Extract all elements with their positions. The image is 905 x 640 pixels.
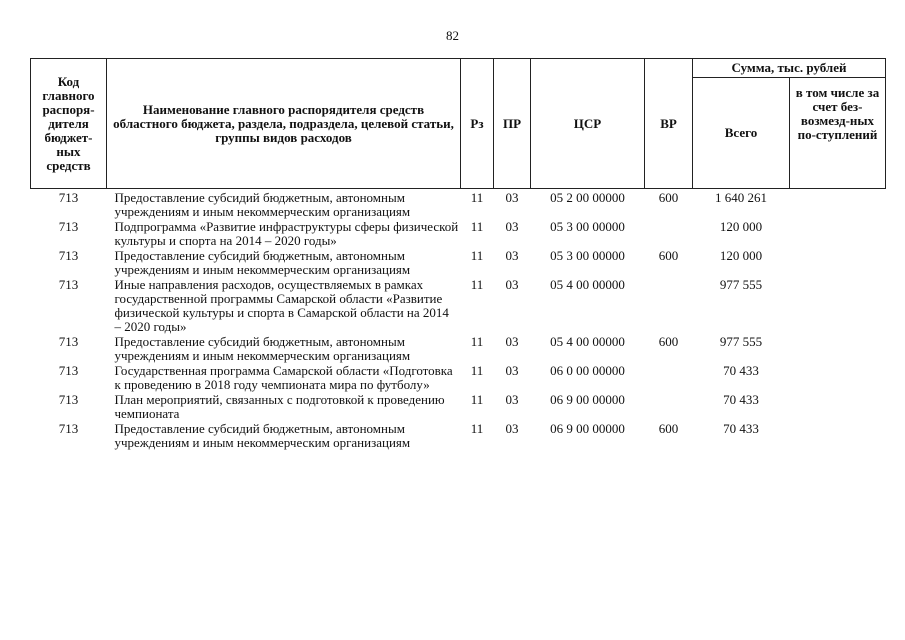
cell-total: 70 433: [723, 363, 759, 378]
cell-csr: 05 3 00 00000: [550, 248, 625, 263]
cell-name: Подпрограмма «Развитие инфраструктуры сферы физической культуры и спорта на 2014 – 2020 годы»: [114, 219, 459, 248]
cell-pr: 03: [505, 334, 519, 349]
cell-code: 713: [58, 421, 79, 436]
cell-csr: 06 9 00 00000: [550, 421, 625, 436]
cell-total: 1 640 261: [715, 190, 767, 205]
cell-rz: 11: [470, 219, 484, 234]
cell-vr: 600: [658, 190, 679, 205]
cell-rz: 11: [470, 248, 484, 263]
page-number: 82: [446, 28, 459, 43]
cell-csr: 05 2 00 00000: [550, 190, 625, 205]
cell-pr: 03: [505, 277, 519, 292]
table-header: [31, 59, 886, 189]
cell-name: Предоставление субсидий бюджетным, автономным учреждениям и иным некоммерческим организациям: [114, 190, 411, 219]
cell-pr: 03: [505, 363, 519, 378]
cell-rz: 11: [470, 190, 484, 205]
cell-free: [790, 393, 886, 422]
cell-name: Государственная программа Самарской области «Подготовка к проведению в 2018 году чемпионата мира по футболу»: [114, 363, 453, 392]
table-row: [31, 278, 886, 335]
budget-table: [30, 58, 886, 451]
cell-name: Предоставление субсидий бюджетным, автономным учреждениям и иным некоммерческим организациям: [114, 248, 411, 277]
cell-name: Предоставление субсидий бюджетным, автономным учреждениям и иным некоммерческим организациям: [114, 334, 411, 363]
cell-pr: 03: [505, 392, 519, 407]
cell-rz: 11: [470, 363, 484, 378]
cell-csr: 05 3 00 00000: [550, 219, 625, 234]
cell-total: 120 000: [719, 219, 763, 234]
cell-pr: 03: [505, 421, 519, 436]
header-total: Всего: [693, 78, 790, 189]
cell-rz: 11: [470, 277, 484, 292]
cell-total: 977 555: [719, 277, 763, 292]
cell-name: План мероприятий, связанных с подготовкой к проведению чемпионата: [114, 392, 445, 421]
cell-code: 713: [58, 363, 79, 378]
cell-pr: 03: [505, 248, 519, 263]
cell-vr: [645, 393, 693, 422]
cell-vr: [645, 220, 693, 249]
table-row: [31, 393, 886, 422]
cell-total: 70 433: [723, 392, 759, 407]
cell-free: [790, 335, 886, 364]
cell-vr: 600: [658, 248, 679, 263]
cell-free: [790, 189, 886, 221]
cell-total: 120 000: [719, 248, 763, 263]
table-row: [31, 220, 886, 249]
cell-rz: 11: [470, 334, 484, 349]
cell-pr: 03: [505, 219, 519, 234]
cell-free: [790, 220, 886, 249]
cell-free: [790, 364, 886, 393]
cell-rz: 11: [470, 421, 484, 436]
table-row: [31, 249, 886, 278]
cell-pr: 03: [505, 190, 519, 205]
cell-total: 70 433: [723, 421, 759, 436]
header-free: в том числе за счет без-возмезд-ных по-ступлений: [790, 78, 886, 189]
table-row: [31, 335, 886, 364]
cell-vr: 600: [658, 421, 679, 436]
header-csr: ЦСР: [531, 59, 645, 189]
cell-csr: 06 0 00 00000: [550, 363, 625, 378]
table-row: [31, 364, 886, 393]
cell-code: 713: [58, 392, 79, 407]
cell-csr: 06 9 00 00000: [550, 392, 625, 407]
cell-code: 713: [58, 248, 79, 263]
cell-free: [790, 249, 886, 278]
header-name: Наименование главного распорядителя средств областного бюджета, раздела, подраздела, целевой статьи, группы видов расходов: [107, 59, 461, 189]
cell-code: 713: [58, 334, 79, 349]
cell-csr: 05 4 00 00000: [550, 334, 625, 349]
cell-code: 713: [58, 277, 79, 292]
header-pr: ПР: [494, 59, 531, 189]
table-row: [31, 422, 886, 451]
table-body: [31, 189, 886, 452]
cell-code: 713: [58, 219, 79, 234]
cell-rz: 11: [470, 392, 484, 407]
table-row: [31, 189, 886, 221]
header-rz: Рз: [461, 59, 494, 189]
cell-free: [790, 278, 886, 335]
cell-free: [790, 422, 886, 451]
header-sum: Сумма, тыс. рублей: [693, 59, 886, 78]
cell-csr: 05 4 00 00000: [550, 277, 625, 292]
cell-vr: [645, 364, 693, 393]
cell-name: Иные направления расходов, осуществляемых в рамках государственной программы Самарской области «Развитие физической культуры и спорта в Самарской области на 2014 – 2020 годы»: [114, 277, 449, 334]
cell-total: 977 555: [719, 334, 763, 349]
header-vr: ВР: [645, 59, 693, 189]
cell-vr: 600: [658, 334, 679, 349]
cell-name: Предоставление субсидий бюджетным, автономным учреждениям и иным некоммерческим организациям: [114, 421, 411, 450]
header-code: Код главного распоря-дителя бюджет-ных средств: [31, 59, 107, 189]
cell-vr: [645, 278, 693, 335]
cell-code: 713: [58, 190, 79, 205]
